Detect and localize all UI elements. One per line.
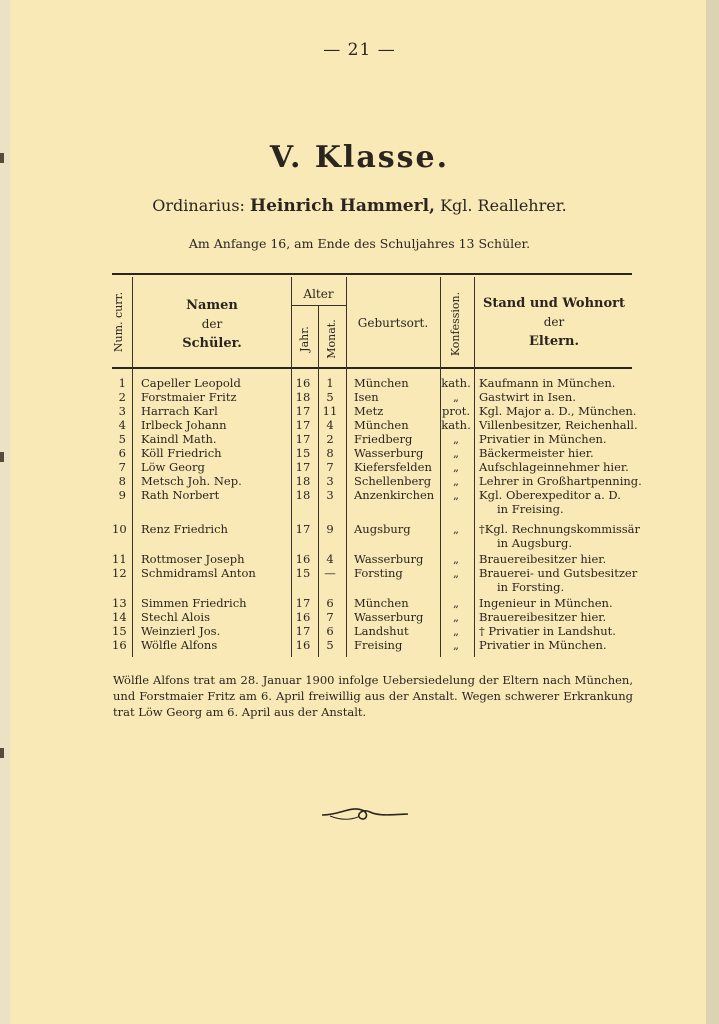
cell-place: Landshut <box>354 624 409 638</box>
cell-conf: „ <box>453 552 459 566</box>
header-geburtsort: Geburtsort. <box>357 316 429 330</box>
cell-name: Renz Friedrich <box>141 522 228 536</box>
cell-place: Anzenkirchen <box>354 488 435 502</box>
cell-month: 7 <box>326 610 334 624</box>
cell-month: 6 <box>326 596 334 610</box>
header-jahr: Jahr. <box>298 326 311 352</box>
cell-place: Friedberg <box>354 432 413 446</box>
cell-month: 5 <box>326 638 334 652</box>
header-stand-1: Stand und Wohnort <box>482 296 626 311</box>
cell-stand-continued: in Augsburg. <box>497 536 572 550</box>
cell-num: 1 <box>118 376 126 390</box>
cell-num: 2 <box>118 390 126 404</box>
class-title: V. Klasse. <box>269 140 450 175</box>
cell-place: Isen <box>354 390 379 404</box>
cell-place: Metz <box>354 404 384 418</box>
cell-name: Irlbeck Johann <box>141 418 227 432</box>
cell-month: 8 <box>326 446 334 460</box>
cell-month: 11 <box>322 404 338 418</box>
cell-name: Simmen Friedrich <box>141 596 247 610</box>
cell-stand: Ingenieur in München. <box>479 596 613 610</box>
table-row <box>112 390 632 404</box>
cell-stand: Villenbesitzer, Reichenhall. <box>479 418 638 432</box>
cell-conf: „ <box>453 566 459 580</box>
table-header-rule <box>112 367 632 369</box>
cell-conf: kath. <box>441 418 471 432</box>
header-stand-2: der <box>543 315 565 329</box>
cell-year: 16 <box>295 376 311 390</box>
table-row <box>112 552 632 566</box>
cell-stand: Kgl. Major a. D., München. <box>479 404 637 418</box>
cell-name: Harrach Karl <box>141 404 218 418</box>
cell-month: 5 <box>326 390 334 404</box>
table-row <box>112 376 632 390</box>
ordinarius-title: Kgl. Reallehrer. <box>440 196 567 215</box>
ornament-icon <box>320 800 410 830</box>
cell-year: 16 <box>295 610 311 624</box>
table-row <box>112 610 632 624</box>
footnote-paragraph: Wölfle Alfons trat am 28. Januar 1900 infolge Uebersiedelung der Eltern nach München, und Forstmaier Fritz am 6. April freiwillig aus der Anstalt. Wegen schwerer Erkrankung trat Löw Georg am 6. April aus der Anstalt. <box>113 673 633 719</box>
table-row <box>112 474 642 488</box>
ordinarius-name: Heinrich Hammerl, <box>250 196 435 216</box>
cell-conf: „ <box>453 610 459 624</box>
cell-stand: † Privatier in Landshut. <box>479 624 616 638</box>
margin-mark <box>0 748 4 758</box>
cell-stand: Bäckermeister hier. <box>479 446 594 460</box>
cell-place: Kiefersfelden <box>354 460 432 474</box>
cell-year: 18 <box>295 474 311 488</box>
cell-conf: „ <box>453 638 459 652</box>
cell-stand: Lehrer in Großhartpenning. <box>479 474 642 488</box>
cell-year: 17 <box>295 460 311 474</box>
cell-name: Wölfle Alfons <box>141 638 218 652</box>
page-number: — 21 — <box>323 40 396 60</box>
cell-name: Metsch Joh. Nep. <box>141 474 242 488</box>
table-row <box>112 446 632 460</box>
cell-conf: kath. <box>441 376 471 390</box>
header-alter: Alter <box>303 287 334 301</box>
cell-stand: Gastwirt in Isen. <box>479 390 576 404</box>
cell-num: 14 <box>112 610 127 624</box>
cell-month: 4 <box>326 418 334 432</box>
cell-year: 15 <box>295 566 311 580</box>
cell-conf: „ <box>453 460 459 474</box>
header-names-2: der <box>201 317 223 331</box>
cell-month: 2 <box>326 432 334 446</box>
header-names-3: Schüler. <box>182 336 242 351</box>
cell-stand: Privatier in München. <box>479 638 607 652</box>
cell-name: Weinzierl Jos. <box>141 624 221 638</box>
table-row-continuation <box>112 502 632 516</box>
cell-num: 9 <box>118 488 126 502</box>
cell-stand: Privatier in München. <box>479 432 607 446</box>
cell-num: 5 <box>118 432 126 446</box>
cell-name: Kaindl Math. <box>141 432 217 446</box>
cell-name: Forstmaier Fritz <box>141 390 237 404</box>
cell-name: Rottmoser Joseph <box>141 552 245 566</box>
cell-stand: Aufschlageinnehmer hier. <box>479 460 629 474</box>
cell-place: München <box>354 418 409 432</box>
cell-stand: †Kgl. Rechnungskommissär <box>479 522 641 536</box>
table-top-rule <box>112 273 632 275</box>
cell-year: 17 <box>295 404 311 418</box>
cell-month: 3 <box>326 474 334 488</box>
cell-stand: Brauerei- und Gutsbesitzer <box>479 566 638 580</box>
cell-year: 16 <box>295 638 311 652</box>
cell-year: 18 <box>295 390 311 404</box>
header-stand-3: Eltern. <box>529 334 579 349</box>
cell-place: Wasserburg <box>354 610 424 624</box>
cell-place: Wasserburg <box>354 552 424 566</box>
cell-num: 4 <box>118 418 126 432</box>
cell-num: 3 <box>118 404 126 418</box>
cell-conf: prot. <box>441 404 471 418</box>
table-row <box>112 432 632 446</box>
cell-year: 17 <box>295 418 311 432</box>
class-summary: Am Anfange 16, am Ende des Schuljahres 13 Schüler. <box>188 236 531 251</box>
cell-place: München <box>354 376 409 390</box>
cell-num: 11 <box>112 552 127 566</box>
cell-place: Freising <box>354 638 403 652</box>
header-names-1: Namen <box>186 298 238 313</box>
table-row <box>112 596 632 610</box>
cell-name: Capeller Leopold <box>141 376 241 390</box>
cell-month: — <box>324 566 336 580</box>
table-row-continuation <box>112 580 632 594</box>
cell-name: Schmidramsl Anton <box>141 566 256 580</box>
table-row <box>112 522 641 536</box>
cell-month: 7 <box>326 460 334 474</box>
cell-conf: „ <box>453 624 459 638</box>
cell-num: 8 <box>118 474 126 488</box>
margin-mark <box>0 452 4 462</box>
cell-conf: „ <box>453 432 459 446</box>
header-monat: Monat. <box>325 319 338 359</box>
cell-year: 18 <box>295 488 311 502</box>
cell-stand: Kaufmann in München. <box>479 376 616 390</box>
cell-conf: „ <box>453 390 459 404</box>
cell-conf: „ <box>453 446 459 460</box>
cell-stand: Brauereibesitzer hier. <box>479 610 607 624</box>
cell-month: 1 <box>326 376 334 390</box>
header-names <box>135 296 289 353</box>
cell-conf: „ <box>453 522 459 536</box>
table-row <box>112 404 637 418</box>
table-row <box>112 624 632 638</box>
cell-place: Augsburg <box>354 522 411 536</box>
cell-year: 17 <box>295 596 311 610</box>
header-konfession: Konfession. <box>449 291 462 357</box>
cell-place: Wasserburg <box>354 446 424 460</box>
cell-stand: Kgl. Oberexpeditor a. D. <box>479 488 621 502</box>
cell-year: 15 <box>295 446 311 460</box>
cell-num: 12 <box>112 566 127 580</box>
ordinarius-line <box>0 196 719 216</box>
cell-year: 16 <box>295 552 311 566</box>
cell-month: 6 <box>326 624 334 638</box>
table-row <box>112 418 638 432</box>
cell-num: 7 <box>118 460 126 474</box>
cell-conf: „ <box>453 474 459 488</box>
header-num: Num. curr. <box>112 291 125 353</box>
cell-place: Forsting <box>354 566 403 580</box>
cell-name: Löw Georg <box>141 460 205 474</box>
cell-place: Schellenberg <box>354 474 432 488</box>
table-row <box>112 488 632 502</box>
cell-conf: „ <box>453 596 459 610</box>
cell-name: Rath Norbert <box>141 488 220 502</box>
table-row <box>112 566 638 580</box>
cell-num: 10 <box>112 522 127 536</box>
table-row <box>112 638 632 652</box>
cell-conf: „ <box>453 488 459 502</box>
cell-num: 15 <box>112 624 127 638</box>
table-row-continuation <box>112 536 632 550</box>
alter-divider <box>291 305 346 306</box>
cell-month: 4 <box>326 552 334 566</box>
header-stand <box>476 294 632 351</box>
cell-month: 9 <box>326 522 334 536</box>
cell-stand-continued: in Forsting. <box>497 580 565 594</box>
cell-num: 16 <box>112 638 127 652</box>
cell-year: 17 <box>295 624 311 638</box>
cell-name: Stechl Alois <box>141 610 210 624</box>
table-row <box>112 460 632 474</box>
cell-month: 3 <box>326 488 334 502</box>
cell-place: München <box>354 596 409 610</box>
cell-num: 6 <box>118 446 126 460</box>
cell-stand: Brauereibesitzer hier. <box>479 552 607 566</box>
cell-num: 13 <box>112 596 127 610</box>
cell-year: 17 <box>295 522 311 536</box>
cell-name: Köll Friedrich <box>141 446 222 460</box>
ordinarius-label: Ordinarius: <box>152 196 245 215</box>
cell-stand-continued: in Freising. <box>497 502 564 516</box>
cell-year: 17 <box>295 432 311 446</box>
